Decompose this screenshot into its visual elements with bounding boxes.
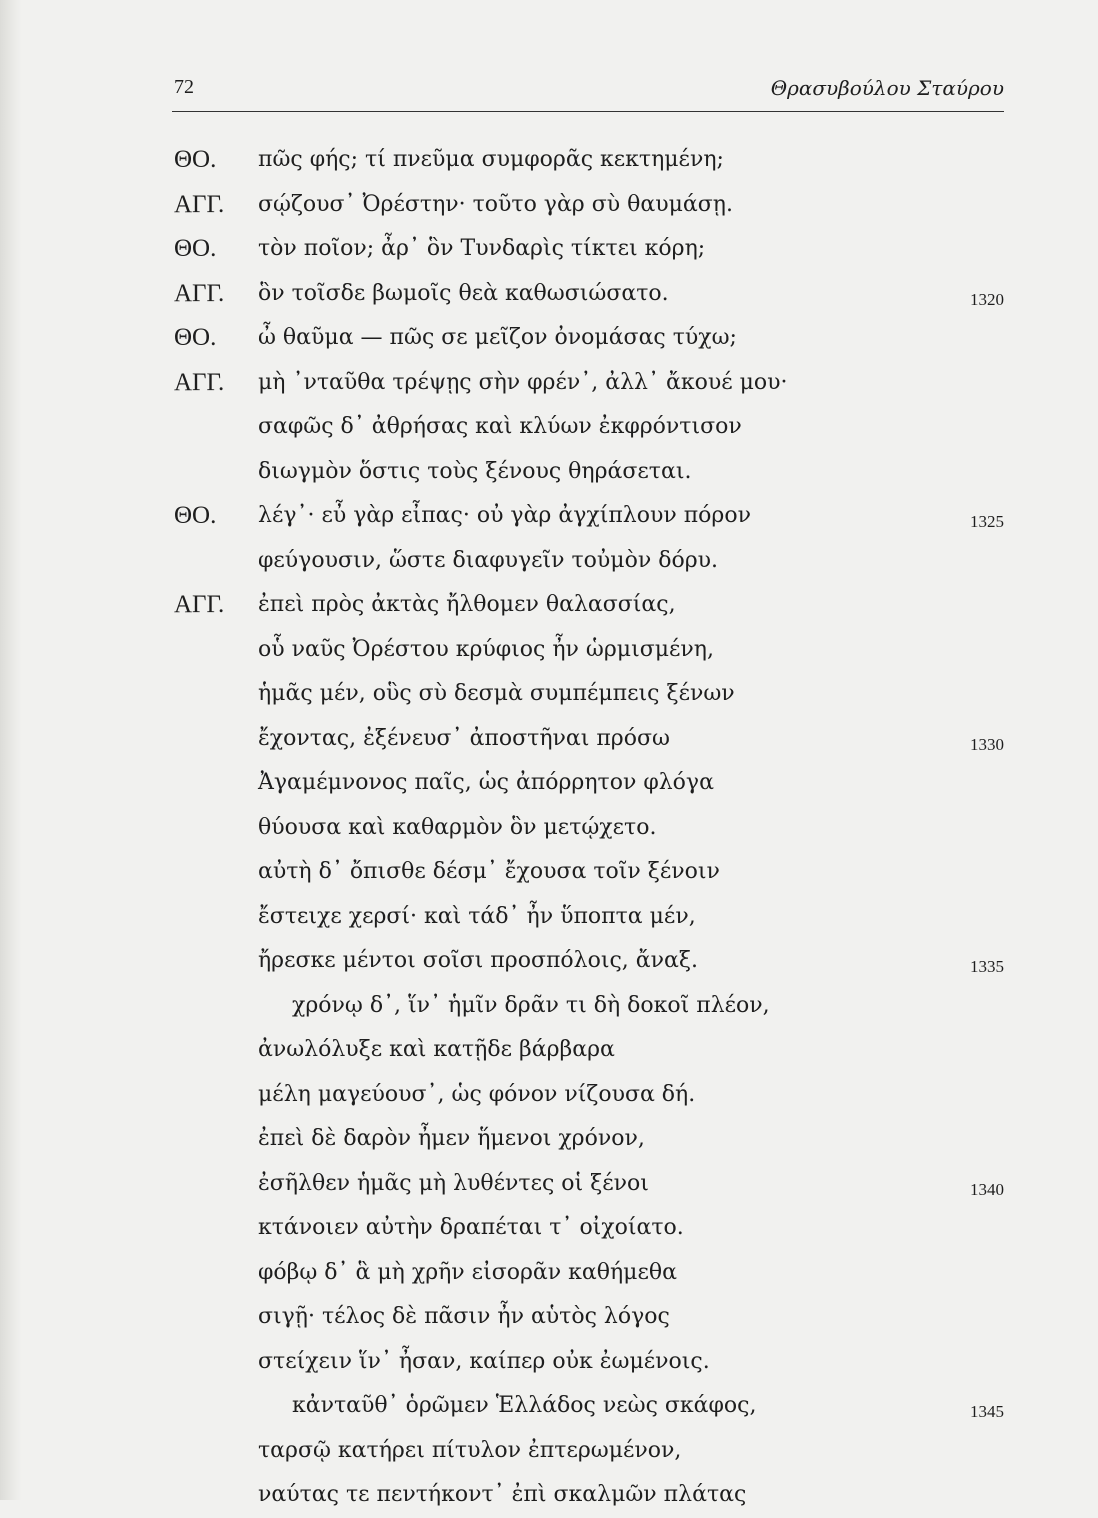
verse-text-line: ἡμᾶς μέν, οὓς σὺ δεσμὰ συμπέμπεις ξένων [258, 681, 735, 706]
verse-line [174, 1206, 1004, 1251]
verse-line [174, 895, 1004, 940]
verse-line [174, 939, 1004, 984]
verse-text-line: φόβῳ δ᾽ ἃ μὴ χρῆν εἰσορᾶν καθήμεθα [258, 1259, 677, 1285]
verse-line [174, 1473, 1004, 1518]
speaker-label: ΑΓΓ. [174, 368, 225, 396]
verse-line [174, 806, 1004, 851]
verse-line [174, 183, 1004, 228]
verse-text-line: οὗ ναῦς Ὀρέστου κρύφιος ἦν ὡρμισμένη, [258, 636, 714, 662]
verse-line [174, 1295, 1004, 1340]
verse-line [174, 1429, 1004, 1474]
verse-line [174, 361, 1004, 406]
verse-text-line: ἔχοντας, ἐξένευσ᾽ ἀποστῆναι πρόσω [258, 725, 670, 751]
speaker-label: ΑΓΓ. [174, 591, 225, 618]
line-number: 1345 [970, 1402, 1004, 1421]
verse-text-line: λέγ᾽· εὖ γὰρ εἶπας· οὐ γὰρ ἀγχίπλουν πόρον [258, 503, 751, 528]
speaker-label: ΑΓΓ. [174, 279, 225, 307]
verse-text-line: σιγῇ· τέλος δὲ πᾶσιν ἦν αὑτὸς λόγος [258, 1304, 670, 1329]
verse-text-line: σαφῶς δ᾽ ἀθρήσας καὶ κλύων ἐκφρόντισον [258, 414, 742, 439]
verse-text-line: αὐτὴ δ᾽ ὄπισθε δέσμ᾽ ἔχουσα τοῖν ξένοιν [258, 859, 720, 884]
speaker-label: ΘΟ. [174, 146, 217, 173]
header-rule [172, 111, 1004, 112]
verse-text-line: κἀνταῦθ᾽ ὁρῶμεν Ἑλλάδος νεὼς σκάφος, [292, 1393, 757, 1418]
verse-text-line: ἤρεσκε μέντοι σοῖσι προσπόλοις, ἄναξ. [258, 948, 698, 973]
verse-line [174, 405, 1004, 450]
verse-text-line: ἐσῆλθεν ἡμᾶς μὴ λυθέντες οἱ ξένοι [258, 1170, 649, 1196]
verse-text-line: μέλη μαγεύουσ᾽, ὡς φόνον νίζουσα δή. [258, 1081, 696, 1107]
verse-text-line: ναύτας τε πεντήκοντ᾽ ἐπὶ σκαλμῶν πλάτας [258, 1482, 747, 1507]
verse-text-line: τὸν ποῖον; ἆρ᾽ ὃν Τυνδαρὶς τίκτει κόρη; [258, 236, 706, 261]
verse-line [174, 1340, 1004, 1385]
verse-text-line: ἐπεὶ πρὸς ἀκτὰς ἤλθομεν θαλασσίας, [258, 592, 676, 617]
line-number: 1335 [970, 957, 1004, 976]
line-number: 1320 [970, 289, 1004, 309]
verse-text-line: Ἀγαμέμνονος παῖς, ὡς ἀπόρρητον φλόγα [258, 770, 714, 795]
verse-line [174, 138, 1004, 183]
verse-text-line: ὃν τοῖσδε βωμοῖς θεὰ καθωσιώσατο. [258, 280, 669, 306]
speaker-label: ΘΟ. [174, 324, 217, 351]
verse-text-line: πῶς φής; τί πνεῦμα συμφορᾶς κεκτημένη; [258, 147, 724, 172]
verse-line [174, 672, 1004, 717]
verse-text-line: ὦ θαῦμα — πῶς σε μεῖζον ὀνομάσας τύχω; [258, 325, 737, 350]
verse-text-line: στείχειν ἵν᾽ ἦσαν, καίπερ οὐκ ἐωμένοις. [258, 1348, 710, 1374]
verse-line [174, 628, 1004, 673]
verse-text-line: θύουσα καὶ καθαρμὸν ὃν μετῴχετο. [258, 814, 657, 840]
page-gutter [0, 0, 22, 1500]
verse-line [174, 583, 1004, 628]
verse-line [174, 539, 1004, 584]
verse-text-line: χρόνῳ δ᾽, ἵν᾽ ἡμῖν δρᾶν τι δὴ δοκοῖ πλέον, [292, 992, 770, 1018]
verse-text-line: μὴ ᾽νταῦθα τρέψῃς σὴν φρέν᾽, ἀλλ᾽ ἄκουέ μου· [258, 369, 788, 395]
verse-line [174, 316, 1004, 361]
verse-text-line: ἔστειχε χερσί· καὶ τάδ᾽ ἦν ὕποπτα μέν, [258, 903, 696, 929]
page-header [172, 76, 1004, 106]
verse-line [174, 1162, 1004, 1207]
speaker-label: ΑΓΓ. [174, 190, 225, 218]
verse-line [174, 850, 1004, 895]
line-number: 1325 [970, 512, 1004, 531]
verse-text-line: ἐπεὶ δὲ δαρὸν ἦμεν ἥμενοι χρόνον, [258, 1126, 645, 1151]
verse-text [174, 138, 1004, 1518]
verse-text-line: φεύγουσιν, ὥστε διαφυγεῖν τοὐμὸν δόρυ. [258, 547, 719, 573]
verse-text-line: διωγμὸν ὅστις τοὺς ξένους θηράσεται. [258, 458, 692, 484]
verse-line [174, 450, 1004, 495]
verse-text-line: κτάνοιεν αὐτὴν δραπέται τ᾽ οἰχοίατο. [258, 1215, 684, 1240]
page-number: 72 [174, 76, 194, 98]
line-number: 1340 [970, 1179, 1004, 1199]
speaker-label: ΘΟ. [174, 502, 217, 529]
verse-line [174, 272, 1004, 317]
verse-line [174, 717, 1004, 762]
running-head: Θρασυβούλου Σταύρου [770, 76, 1004, 100]
verse-line [174, 494, 1004, 539]
line-number: 1330 [970, 734, 1004, 754]
verse-line [174, 761, 1004, 806]
verse-line [174, 984, 1004, 1029]
speaker-label: ΘΟ. [174, 235, 217, 262]
verse-line [174, 227, 1004, 272]
verse-text-line: ἀνωλόλυξε καὶ κατῇδε βάρβαρα [258, 1037, 615, 1062]
verse-text-line: ταρσῷ κατήρει πίτυλον ἐπτερωμένον, [258, 1437, 682, 1463]
verse-text-line: σῴζουσ᾽ Ὀρέστην· τοῦτο γὰρ σὺ θαυμάσῃ. [258, 191, 733, 217]
verse-line [174, 1117, 1004, 1162]
verse-line [174, 1073, 1004, 1118]
verse-line [174, 1028, 1004, 1073]
verse-line [174, 1251, 1004, 1296]
verse-line [174, 1384, 1004, 1429]
